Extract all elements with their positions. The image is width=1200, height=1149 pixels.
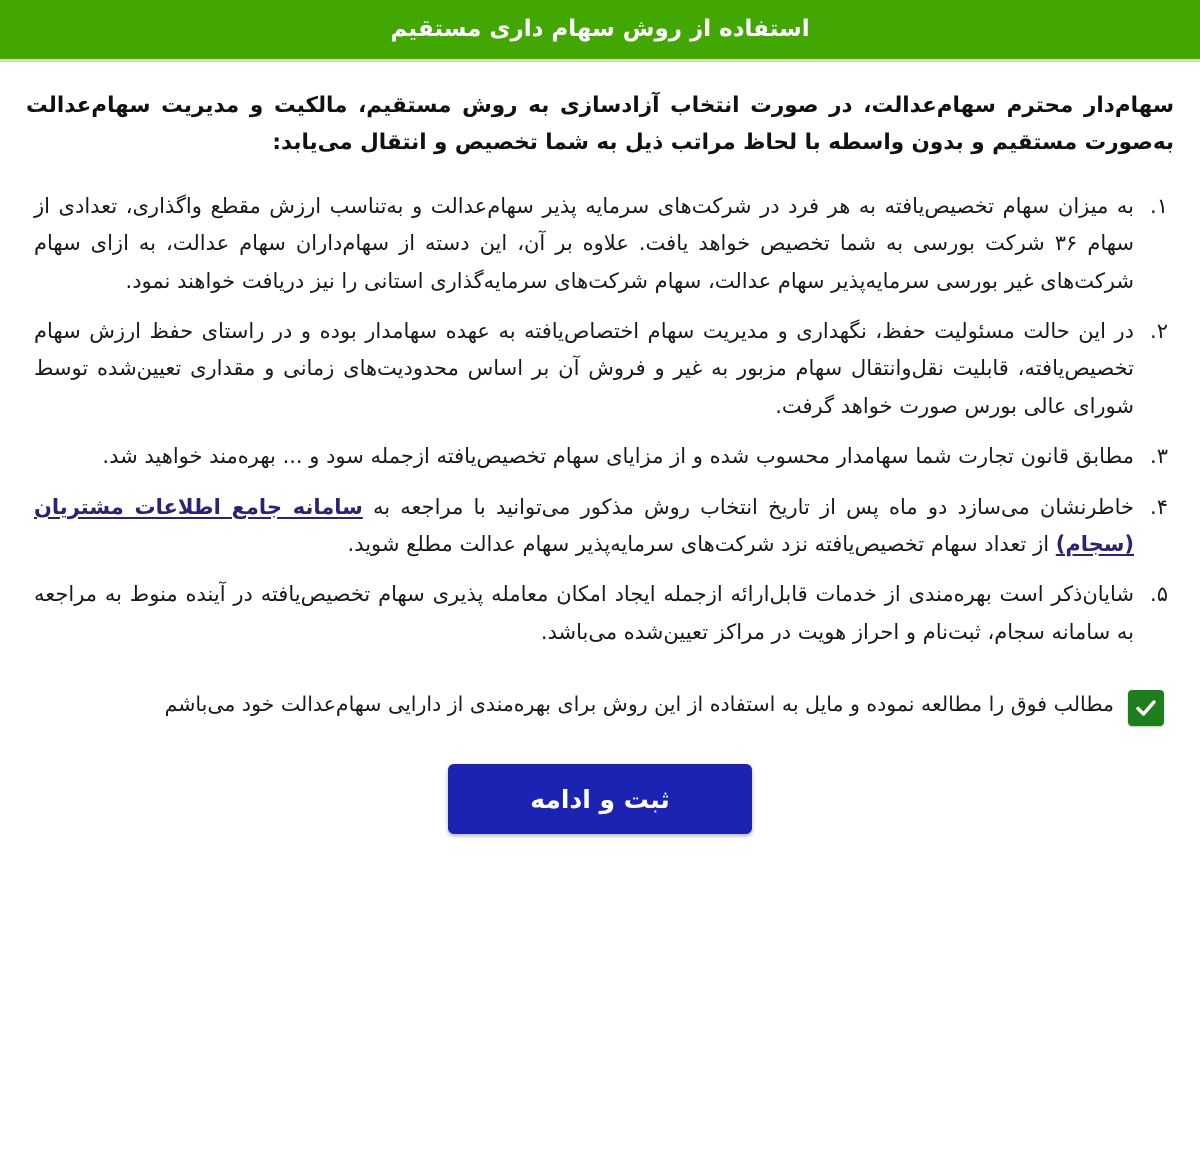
list-item [34, 438, 1134, 475]
term-4-text-before: خاطرنشان می‌سازد دو ماه پس از تاریخ انتخاب روش مذکور می‌توانید با مراجعه به [362, 494, 1134, 519]
list-item [34, 576, 1134, 651]
list-item [34, 313, 1134, 425]
submit-button[interactable]: ثبت و ادامه [448, 764, 752, 834]
term-3-text: مطابق قانون تجارت شما سهامدار محسوب شده و از مزایای سهام تخصیص‌یافته ازجمله سود و ... بهره‌مند خواهید شد. [102, 444, 1134, 469]
sejam-portal-link[interactable]: سامانه جامع اطلاعات مشتریان (سجام) [34, 494, 1134, 556]
term-5-text: شایان‌ذکر است بهره‌مندی از خدمات قابل‌ارائه ازجمله ایجاد امکان معامله پذیری سهام تخصیص‌یافته در آینده منوط به مراجعه به سامانه سجام، ثبت‌نام و احراز هویت در مراکز تعیین‌شده می‌باشد. [34, 582, 1134, 644]
page-title: استفاده از روش سهام داری مستقیم [390, 15, 810, 42]
footer-actions [22, 726, 1178, 834]
list-item [34, 188, 1134, 300]
agreement-row [22, 664, 1178, 726]
list-item [34, 489, 1134, 564]
main-content [0, 62, 1200, 1149]
intro-paragraph: سهام‌دار محترم سهام‌عدالت، در صورت انتخاب آزادسازی به روش مستقیم، مالکیت و مدیریت سهام‌عدالت به‌صورت مستقیم و بدون واسطه با لحاظ مراتب ذیل به شما تخصیص و انتقال می‌یابد: [26, 93, 1174, 155]
agreement-checkbox[interactable] [1128, 690, 1164, 726]
term-4-text-after: از تعداد سهام تخصیص‌یافته نزد شرکت‌های سرمایه‌پذیر سهام عدالت مطلع شوید. [347, 531, 1056, 556]
term-1-text: به میزان سهام تخصیص‌یافته به هر فرد در شرکت‌های سرمایه پذیر سهام‌عدالت و به‌تناسب ارزش مقطع واگذاری، تعدادی از سهام ۳۶ شرکت بورسی به شما تخصیص خواهد یافت. علاوه بر آن، این دسته از سهام‌داران سهام عدالت، به ازای سهام شرکت‌های غیر بورسی سرمایه‌پذیر سهام عدالت، سهام شرکت‌های سرمایه‌گذاری استانی را نیز دریافت خواهند نمود. [34, 193, 1134, 293]
agreement-label: مطالب فوق را مطالعه نموده و مایل به استفاده از این روش برای بهره‌مندی از دارایی سهام‌عدالت خود می‌باشم [164, 692, 1114, 717]
check-icon [1134, 696, 1158, 720]
page-header [0, 0, 1200, 62]
term-2-text: در این حالت مسئولیت حفظ، نگهداری و مدیریت سهام اختصاص‌یافته به عهده سهامدار بوده و در راستای حفظ ارزش سهام تخصیص‌یافته، قابلیت نقل‌وانتقال سهام مزبور به غیر و فروش آن بر اساس محدودیت‌های زمانی و مقداری تعیین‌شده توسط شورای عالی بورس صورت خواهد گرفت. [34, 319, 1134, 418]
terms-list [22, 188, 1178, 651]
